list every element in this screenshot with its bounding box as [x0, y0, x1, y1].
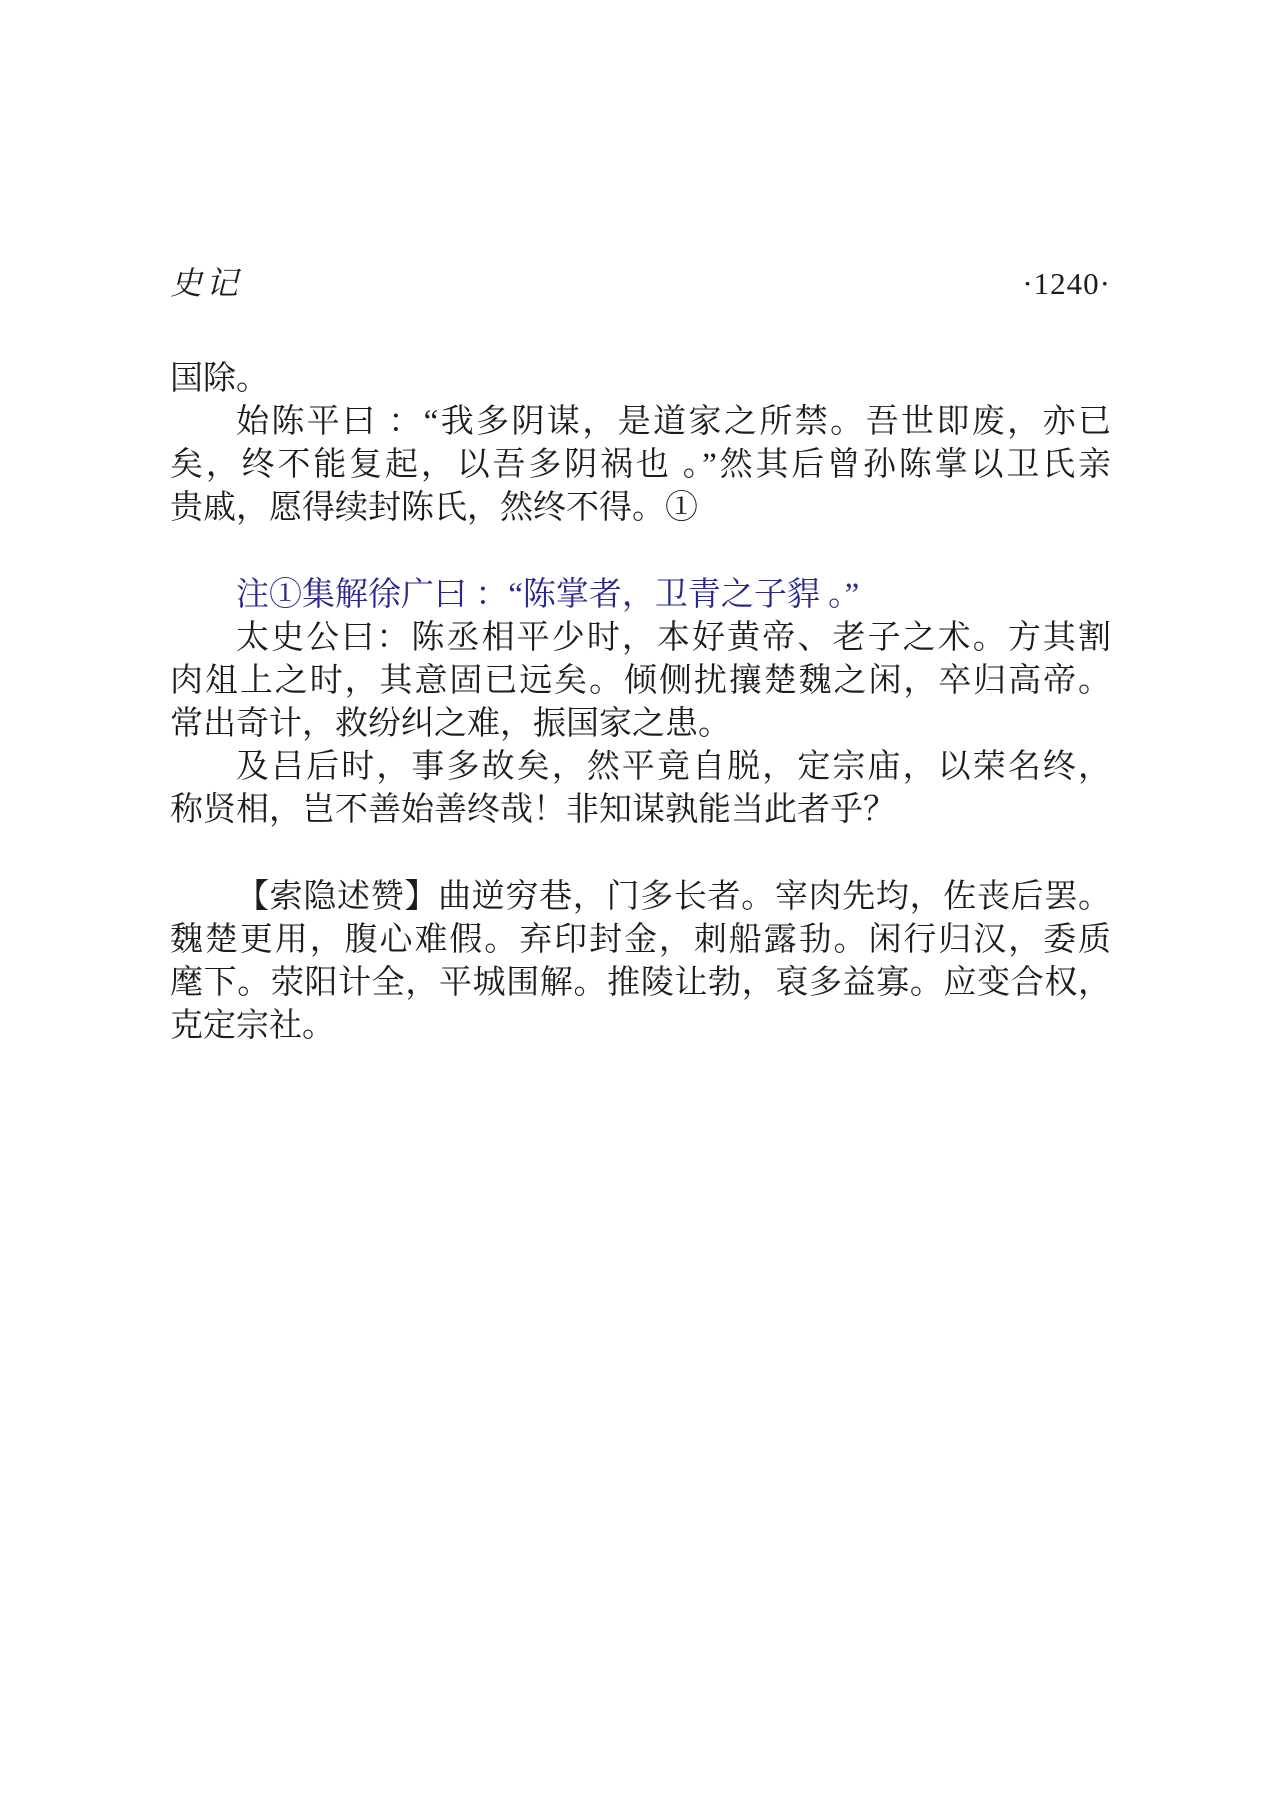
paragraph-taishigong: [170, 617, 1111, 746]
text-line: 矣，终不能复起，以吾多阴祸也 。”然其后曾孙陈掌以卫氏亲: [170, 447, 1111, 483]
text-line: 魏楚更用，腹心难假。弃印封金，刺船露劧。闲行归汉，委质: [170, 922, 1111, 958]
text-line: 麾下。荥阳计全，平城围解。推陵让勃，裒多益寡。应变合权，: [170, 965, 1111, 1001]
paragraph-suoyin-shuzan: [170, 876, 1111, 1048]
page-title: 史记: [170, 265, 243, 301]
book-page: [170, 258, 1111, 1048]
text-line: 贵戚，愿得续封陈氏，然终不得。①: [170, 490, 698, 526]
note-jijie: [170, 574, 1111, 617]
text-line: 肉俎上之时，其意固已远矣。倾侧扰攘楚魏之闲，卒归高帝。: [170, 663, 1111, 699]
text-line: 太史公曰：陈丞相平少时，本好黄帝、老子之术。方其割: [236, 620, 1111, 656]
paragraph-lvhou: [170, 746, 1111, 832]
spacer: [170, 832, 1111, 876]
page-number: ·1240·: [1022, 266, 1111, 301]
page-header: [170, 258, 1111, 302]
spacer: [170, 530, 1111, 574]
page-body: [170, 358, 1111, 1048]
text-line: 始陈平曰 ：“我多阴谋，是道家之所禁。吾世即废，亦已: [236, 404, 1111, 440]
note-text-line: 注①集解徐广曰 ：“陈掌者，卫青之子貋 。”: [236, 577, 860, 613]
text-line: 及吕后时，事多故矣，然平竟自脱，定宗庙，以荣名终，: [236, 749, 1111, 785]
text-line: 常出奇计，救纷纠之难，振国家之患。: [170, 706, 731, 742]
text-line: 克定宗社。: [170, 1008, 335, 1044]
text-line: 国除。: [170, 361, 269, 397]
paragraph-chenping-quote: [170, 401, 1111, 530]
text-line: 称贤相，岂不善始善终哉！非知谋孰能当此者乎？: [170, 792, 896, 828]
text-line: 【索隐述赞】曲逆穷巷，门多长者。宰肉先均，佐丧后罢。: [236, 879, 1111, 915]
paragraph-guochu: [170, 358, 1111, 401]
